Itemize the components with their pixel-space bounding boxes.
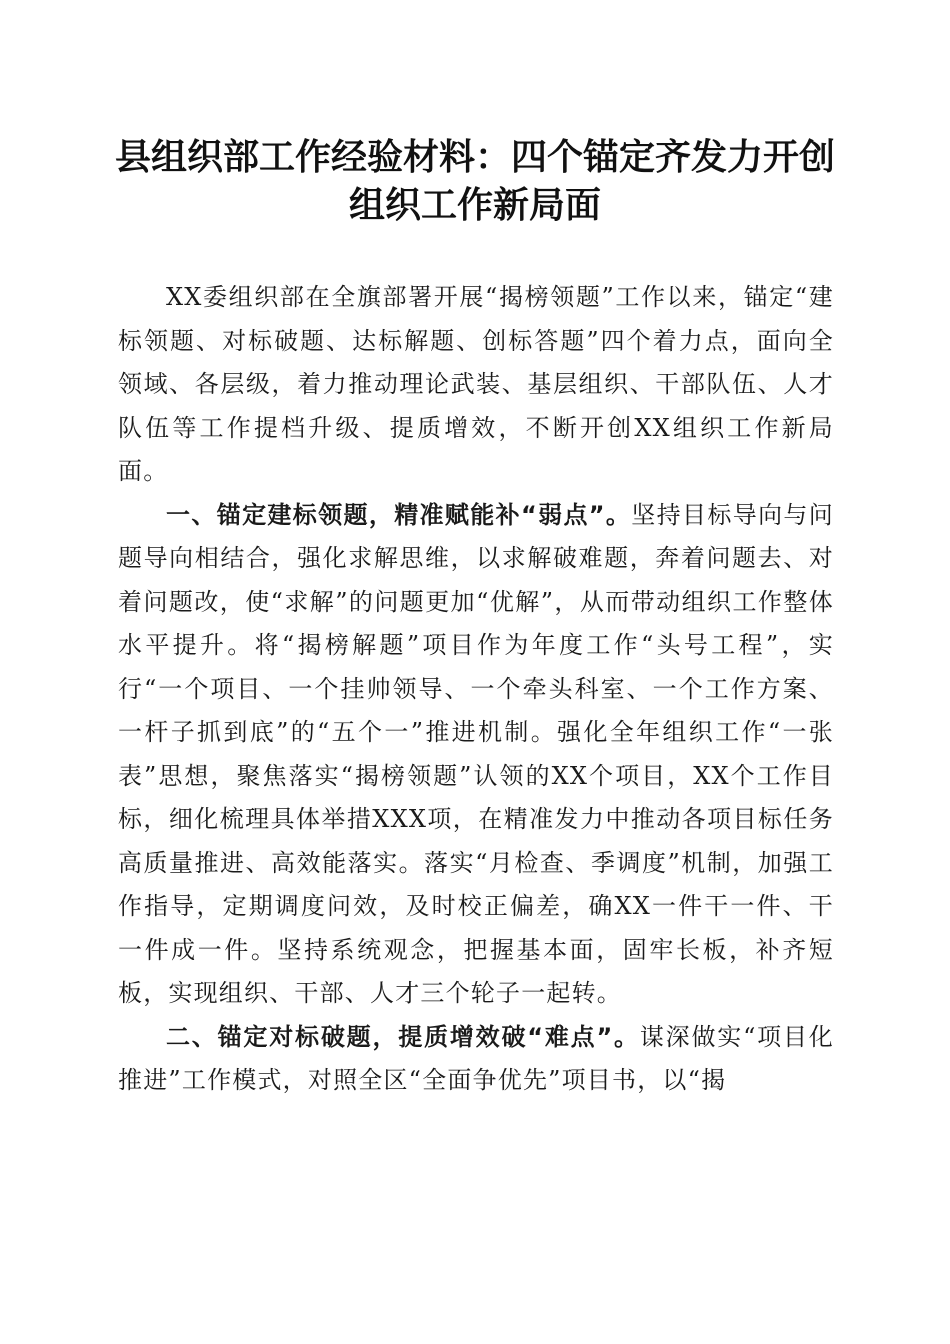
document-title xyxy=(80,134,870,230)
paragraph-intro xyxy=(118,276,834,494)
title-line-2: 组织工作新局面 xyxy=(348,185,601,226)
paragraph-text: 坚持目标导向与问题导向相结合，强化求解思维，以求解破难题，奔着问题去、对着问题改，使“求解”的问题更加“优解”，从而带动组织工作整体水平提升。将“揭榜解题”项目作为年度工作“头号工程”，实行“一个项目、一个挂帅领导、一个牵头科室、一个工作方案、一杆子抓到底”的“五个一”推进机制。强化全年组织工作“一张表”思想，聚焦落实“揭榜领题”认领的XX个项目，XX个工作目标，细化梳理具体举措XXX项，在精准发力中推动各项目标任务高质量推进、高效能落实。落实“月检查、季调度”机制，加强工作指导，定期调度问效，及时校正偏差，确XX一件干一件、干一件成一件。坚持系统观念，把握基本面，固牢长板，补齐短板，实现组织、干部、人才三个轮子一起转。 xyxy=(118,500,834,1007)
title-line-1: 县组织部工作经验材料：四个锚定齐发力开创 xyxy=(114,137,835,178)
paragraph-text: XX委组织部在全旗部署开展“揭榜领题”工作以来，锚定“建标领题、对标破题、达标解题、创标答题”四个着力点，面向全领域、各层级，着力推动理论武装、基层组织、干部队伍、人才队伍等工作提档升级、提质增效，不断开创XX组织工作新局面。 xyxy=(118,283,834,485)
document-body xyxy=(118,276,834,1103)
paragraph-section-2 xyxy=(118,1016,834,1103)
paragraph-section-1 xyxy=(118,494,834,1016)
section-heading: 一、锚定建标领题，精准赋能补“弱点”。 xyxy=(166,500,632,529)
section-heading: 二、锚定对标破题，提质增效破“难点”。 xyxy=(166,1022,640,1051)
paragraph-text: 谋深做实“项目化推进”工作模式，对照全区“全面争优先”项目书，以“揭 xyxy=(118,1022,834,1094)
